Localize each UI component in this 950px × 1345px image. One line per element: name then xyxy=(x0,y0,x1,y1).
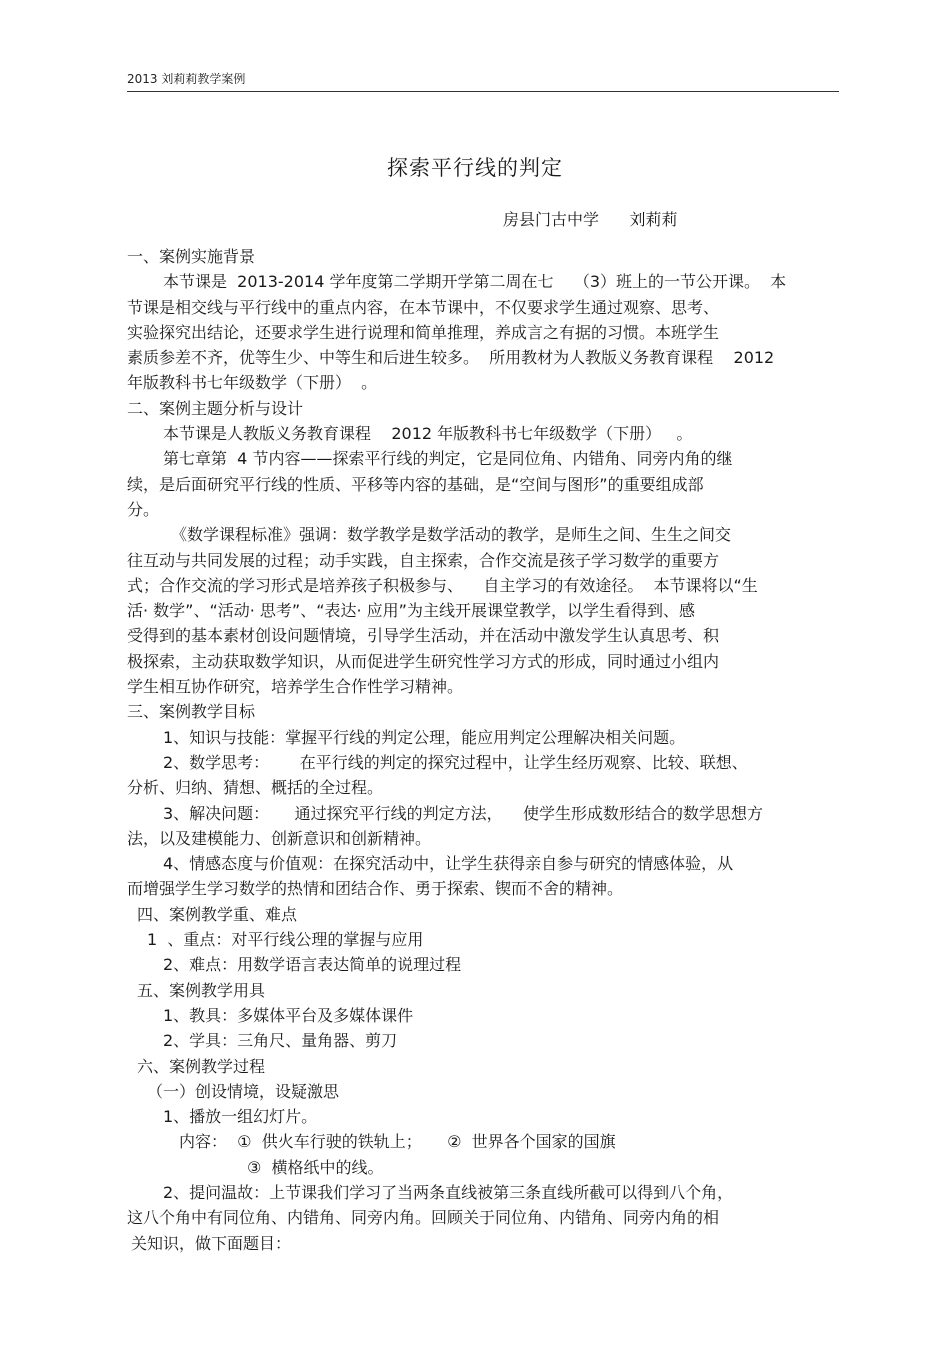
running-header: 2013 刘莉莉教学案例 xyxy=(127,72,246,86)
list-item: 内容： ① 供火车行驶的铁轨上； ② 世界各个国家的国旗 xyxy=(179,1132,616,1152)
list-item: 1 、重点：对平行线公理的掌握与应用 xyxy=(147,930,424,950)
list-item: 2、提问温故：上节课我们学习了当两条直线被第三条直线所截可以得到八个角， xyxy=(163,1182,734,1202)
paragraph-line: 年版教科书七年级数学（下册） 。 xyxy=(127,373,378,393)
section-heading: 二、案例主题分析与设计 xyxy=(127,398,304,418)
document-body xyxy=(127,244,843,1256)
paragraph-line: 实验探究出结论，还要求学生进行说理和简单推理，养成言之有据的习惯。本班学生 xyxy=(127,322,720,342)
list-item: 4、情感态度与价值观：在探究活动中，让学生获得亲自参与研究的情感体验，从 xyxy=(163,854,734,874)
list-item: 1、教具：多媒体平台及多媒体课件 xyxy=(163,1005,414,1025)
paragraph-line: 法，以及建模能力、创新意识和创新精神。 xyxy=(127,828,432,848)
list-item: 2、学具：三角尺、量角器、剪刀 xyxy=(163,1031,398,1051)
paragraph-line: 式；合作交流的学习形式是培养孩子积极参与、 自主学习的有效途径。 本节课将以“生 xyxy=(127,575,758,595)
list-item: 1、知识与技能：掌握平行线的判定公理，能应用判定公理解决相关问题。 xyxy=(163,727,686,747)
paragraph-line: 这八个角中有同位角、内错角、同旁内角。回顾关于同位角、内错角、同旁内角的相 xyxy=(127,1208,720,1228)
paragraph-line: 极探索，主动获取数学知识，从而促进学生研究性学习方式的形成，同时通过小组内 xyxy=(127,651,720,671)
paragraph-line: 学生相互协作研究，培养学生合作性学习精神。 xyxy=(127,677,464,697)
paragraph-line: 本节课是人教版义务教育课程 2012 年版教科书七年级数学（下册） 。 xyxy=(163,424,693,444)
paragraph-line: 分。 xyxy=(127,499,160,519)
list-item: ③ 横格纸中的线。 xyxy=(247,1157,384,1177)
section-heading: 五、案例教学用具 xyxy=(137,980,266,1000)
list-item: 2、难点：用数学语言表达简单的说理过程 xyxy=(163,955,462,975)
author-line: 房县门古中学 刘莉莉 xyxy=(503,210,678,229)
section-heading: 四、案例教学重、难点 xyxy=(137,904,298,924)
paragraph-line: 关知识，做下面题目： xyxy=(131,1233,292,1253)
section-heading: 三、案例教学目标 xyxy=(127,702,256,722)
paragraph-line: 素质参差不齐，优等生少、中等生和后进生较多。 所用教材为人教版义务教育课程 2012 xyxy=(127,348,775,368)
paragraph-line: 往互动与共同发展的过程；动手实践，自主探索，合作交流是孩子学习数学的重要方 xyxy=(127,550,720,570)
paragraph-line: 本节课是 2013-2014 学年度第二学期开学第二周在七 （3）班上的一节公开课。 本 xyxy=(163,272,787,292)
paragraph-line: 分析、归纳、猜想、概括的全过程。 xyxy=(127,778,384,798)
list-item: 1、播放一组幻灯片。 xyxy=(163,1107,318,1127)
paragraph-line: 第七章第 4 节内容——探索平行线的判定，它是同位角、内错角、同旁内角的继 xyxy=(163,449,733,469)
header-divider xyxy=(127,91,839,92)
paragraph-line: 受得到的基本素材创设问题情境，引导学生活动，并在活动中激发学生认真思考、积 xyxy=(127,626,720,646)
paragraph-line: 节课是相交线与平行线中的重点内容，在本节课中，不仅要求学生通过观察、思考、 xyxy=(127,297,720,317)
subsection-heading: （一）创设情境，设疑激思 xyxy=(147,1081,340,1101)
list-item: 2、数学思考： 在平行线的判定的探究过程中，让学生经历观察、比较、联想、 xyxy=(163,752,748,772)
section-heading: 六、案例教学过程 xyxy=(137,1056,266,1076)
paragraph-line: 活· 数学”、“活动· 思考”、“表达· 应用”为主线开展课堂教学，以学生看得到、感 xyxy=(127,601,695,621)
paragraph-line: 《数学课程标准》强调：数学教学是数学活动的教学，是师生之间、生生之间交 xyxy=(171,525,732,545)
section-heading: 一、案例实施背景 xyxy=(127,247,256,266)
list-item: 3、解决问题： 通过探究平行线的判定方法， 使学生形成数形结合的数学思想方 xyxy=(163,803,763,823)
paragraph-line: 而增强学生学习数学的热情和团结合作、勇于探索、锲而不舍的精神。 xyxy=(127,879,624,899)
document-title: 探索平行线的判定 xyxy=(387,156,563,180)
paragraph-line: 续，是后面研究平行线的性质、平移等内容的基础，是“空间与图形”的重要组成部 xyxy=(127,474,704,494)
